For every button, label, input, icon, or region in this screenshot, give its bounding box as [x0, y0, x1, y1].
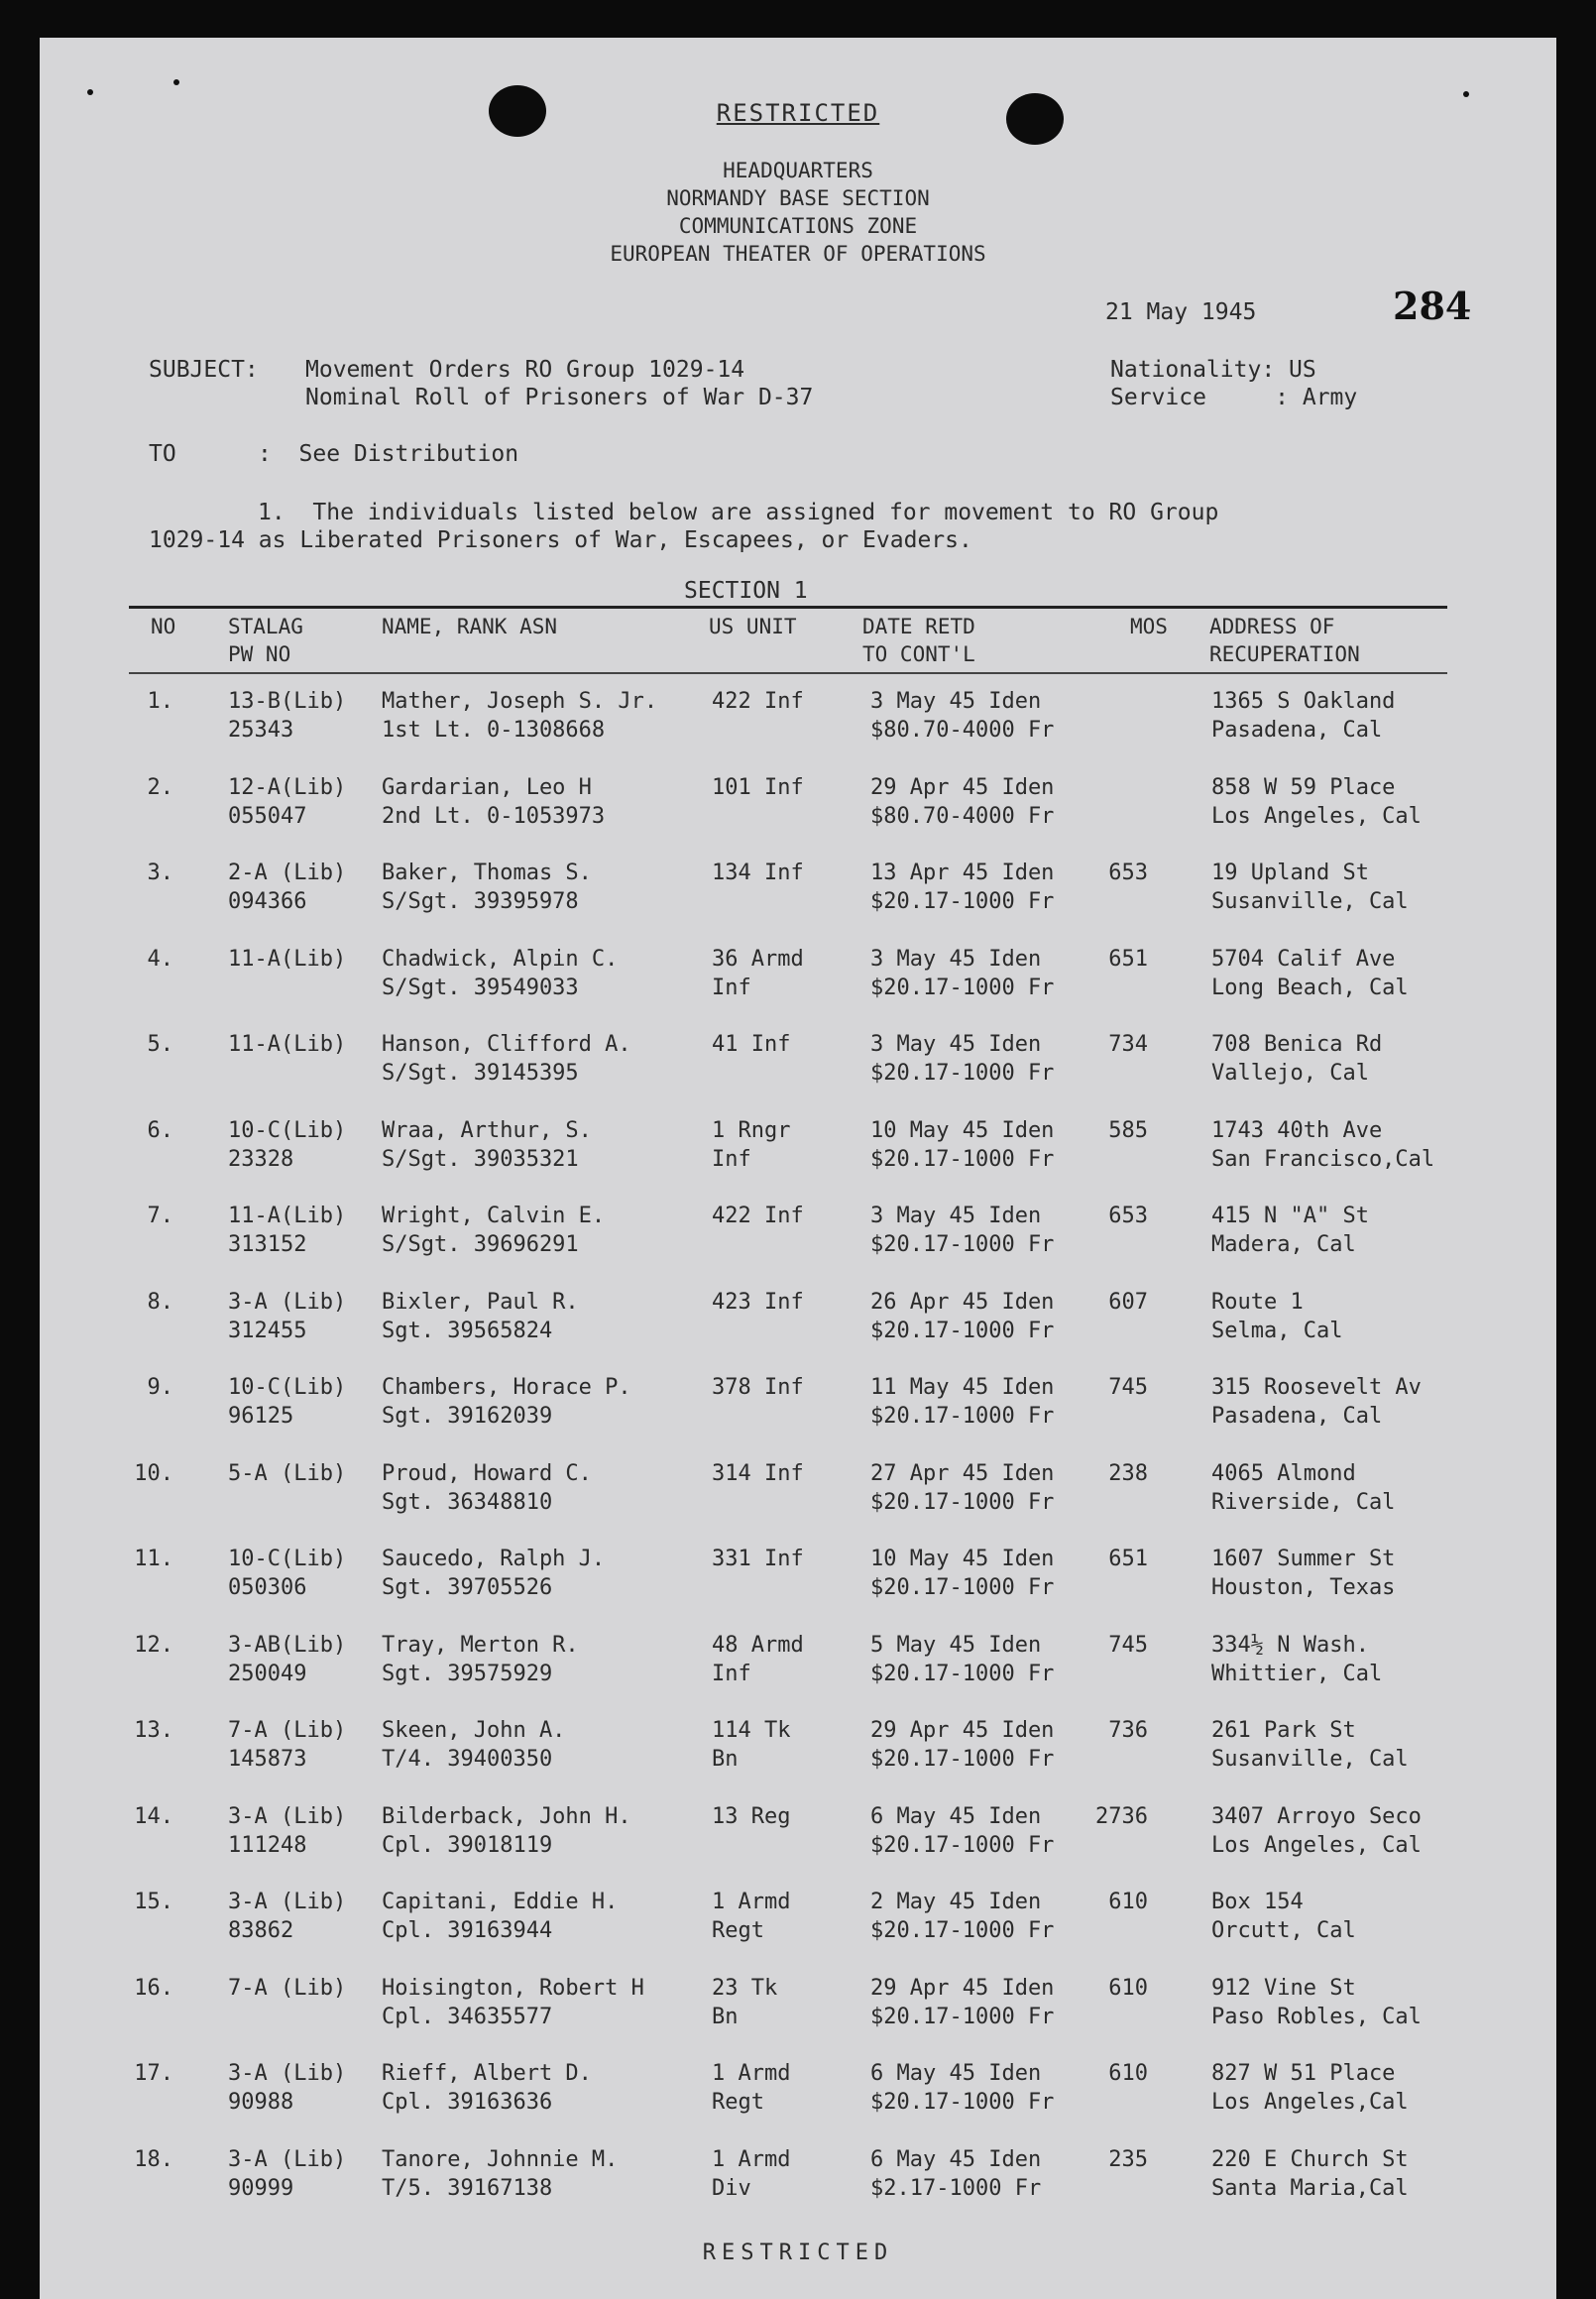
- row-unit: 422 Inf: [712, 1204, 804, 1228]
- row-stalag: 10-C(Lib): [228, 1117, 347, 1143]
- row-unit-line-2: Bn: [712, 2004, 739, 2029]
- row-payment: $2.17-1000 Fr: [870, 2175, 1042, 2201]
- col-header-no: NO: [151, 615, 176, 638]
- row-unit-line-2: Inf: [712, 1146, 751, 1172]
- document-date: 21 May 1945: [1105, 299, 1257, 325]
- table-row: [40, 1373, 1556, 1458]
- row-address-line-1: Box 154: [1211, 1890, 1304, 1914]
- row-name: Skeen, John A.: [382, 1718, 566, 1743]
- row-address-line-2: Los Angeles, Cal: [1211, 803, 1422, 829]
- page-number: 284: [1393, 284, 1472, 328]
- subject-line-2: Nominal Roll of Prisoners of War D-37: [305, 385, 814, 410]
- service: Service : Army: [1110, 385, 1358, 410]
- row-mos: 2736: [1095, 1803, 1148, 1829]
- row-stalag: 7-A (Lib): [228, 1975, 347, 2001]
- row-address-line-1: 1607 Summer St: [1211, 1547, 1396, 1571]
- row-address-line-1: 5704 Calif Ave: [1211, 946, 1396, 972]
- row-mos: 736: [1108, 1718, 1148, 1743]
- row-rank-asn: Cpl. 39018119: [382, 1832, 553, 1858]
- row-mos: 734: [1108, 1032, 1148, 1057]
- row-number: 13.: [134, 1718, 173, 1743]
- row-number: 17.: [134, 2061, 173, 2086]
- row-name: Mather, Joseph S. Jr.: [382, 689, 658, 714]
- row-unit: 422 Inf: [712, 689, 804, 714]
- row-mos: 585: [1108, 1117, 1148, 1143]
- row-unit: 41 Inf: [712, 1032, 791, 1057]
- row-rank-asn: 2nd Lt. 0-1053973: [382, 803, 606, 829]
- row-address-line-2: Long Beach, Cal: [1211, 975, 1409, 1000]
- org-line-3: COMMUNICATIONS ZONE: [678, 214, 918, 238]
- row-pw-number: 96125: [228, 1404, 294, 1429]
- row-rank-asn: S/Sgt. 39395978: [382, 889, 579, 914]
- row-stalag: 3-A (Lib): [228, 1803, 347, 1829]
- row-number: 11.: [134, 1547, 173, 1571]
- row-number: 12.: [134, 1632, 173, 1658]
- row-name: Tanore, Johnnie M.: [382, 2146, 619, 2172]
- row-rank-asn: S/Sgt. 39549033: [382, 975, 579, 1000]
- row-name: Chambers, Horace P.: [382, 1375, 631, 1400]
- row-address-line-1: 334½ N Wash.: [1211, 1632, 1369, 1658]
- row-rank-asn: Sgt. 39565824: [382, 1318, 553, 1343]
- org-line-1: HEADQUARTERS: [723, 159, 873, 182]
- row-rank-asn: Sgt. 39705526: [382, 1575, 553, 1600]
- row-date-returned: 3 May 45 Iden: [870, 1032, 1042, 1057]
- row-unit: 1 Armd: [712, 2061, 791, 2086]
- table-row: [40, 1288, 1556, 1373]
- row-rank-asn: Sgt. 39162039: [382, 1404, 553, 1429]
- row-pw-number: 250049: [228, 1661, 307, 1686]
- table-row: [40, 773, 1556, 859]
- row-unit: 1 Armd: [712, 1890, 791, 1914]
- row-date-returned: 3 May 45 Iden: [870, 946, 1042, 972]
- row-address-line-2: Pasadena, Cal: [1211, 718, 1383, 743]
- row-address-line-2: Los Angeles,Cal: [1211, 2090, 1409, 2115]
- row-stalag: 11-A(Lib): [228, 1032, 347, 1057]
- row-rank-asn: S/Sgt. 39696291: [382, 1232, 579, 1257]
- row-date-returned: 6 May 45 Iden: [870, 2146, 1042, 2172]
- row-date-returned: 3 May 45 Iden: [870, 689, 1042, 714]
- row-name: Chadwick, Alpin C.: [382, 946, 619, 972]
- row-address-line-2: Susanville, Cal: [1211, 1747, 1409, 1772]
- row-mos: 745: [1108, 1375, 1148, 1400]
- col-header-unit: US UNIT: [709, 615, 797, 638]
- row-unit-line-2: Regt: [712, 1918, 764, 1943]
- row-name: Bixler, Paul R.: [382, 1289, 579, 1315]
- row-unit: 423 Inf: [712, 1289, 804, 1315]
- row-address-line-1: 1365 S Oakland: [1211, 689, 1396, 714]
- row-date-returned: 11 May 45 Iden: [870, 1375, 1055, 1400]
- row-pw-number: 23328: [228, 1146, 294, 1172]
- table-row: [40, 1888, 1556, 1973]
- row-address-line-1: 19 Upland St: [1211, 861, 1369, 885]
- row-pw-number: 111248: [228, 1832, 307, 1858]
- row-unit-line-2: Bn: [712, 1747, 739, 1772]
- row-stalag: 11-A(Lib): [228, 946, 347, 972]
- row-address-line-2: Selma, Cal: [1211, 1318, 1343, 1343]
- row-mos: 651: [1108, 946, 1148, 972]
- section-title: SECTION 1: [684, 578, 808, 604]
- row-address-line-1: 708 Benica Rd: [1211, 1032, 1383, 1057]
- row-mos: 610: [1108, 1890, 1148, 1914]
- row-unit: 101 Inf: [712, 774, 804, 800]
- row-name: Wraa, Arthur, S.: [382, 1117, 592, 1143]
- table-row: [40, 687, 1556, 772]
- row-stalag: 3-A (Lib): [228, 1289, 347, 1315]
- row-payment: $20.17-1000 Fr: [870, 1061, 1055, 1086]
- row-mos: 653: [1108, 1204, 1148, 1228]
- row-rank-asn: 1st Lt. 0-1308668: [382, 718, 606, 743]
- row-mos: 610: [1108, 1975, 1148, 2001]
- row-name: Capitani, Eddie H.: [382, 1890, 619, 1914]
- row-address-line-2: Whittier, Cal: [1211, 1661, 1383, 1686]
- row-unit: 1 Armd: [712, 2146, 791, 2172]
- row-address-line-1: 1743 40th Ave: [1211, 1117, 1383, 1143]
- row-stalag: 10-C(Lib): [228, 1375, 347, 1400]
- speck: [173, 79, 179, 85]
- speck: [87, 89, 93, 95]
- row-stalag: 2-A (Lib): [228, 861, 347, 885]
- table-row: [40, 945, 1556, 1030]
- row-pw-number: 90988: [228, 2090, 294, 2115]
- table-row: [40, 1716, 1556, 1801]
- row-address-line-2: Susanville, Cal: [1211, 889, 1409, 914]
- row-date-returned: 6 May 45 Iden: [870, 2061, 1042, 2086]
- table-row: [40, 2145, 1556, 2231]
- row-name: Hoisington, Robert H: [382, 1975, 644, 2001]
- row-pw-number: 145873: [228, 1747, 307, 1772]
- row-number: 9.: [147, 1375, 173, 1400]
- row-unit: 48 Armd: [712, 1632, 804, 1658]
- row-unit-line-2: Inf: [712, 975, 751, 1000]
- table-row: [40, 1631, 1556, 1716]
- row-number: 8.: [147, 1289, 173, 1315]
- row-number: 1.: [147, 689, 173, 714]
- row-rank-asn: T/4. 39400350: [382, 1747, 553, 1772]
- row-address-line-2: Riverside, Cal: [1211, 1489, 1396, 1515]
- col-header-mos: MOS: [1130, 615, 1168, 638]
- col-header-address: ADDRESS OF RECUPERATION: [1209, 615, 1360, 666]
- row-date-returned: 10 May 45 Iden: [870, 1117, 1055, 1143]
- row-date-returned: 13 Apr 45 Iden: [870, 861, 1055, 885]
- row-rank-asn: T/5. 39167138: [382, 2175, 553, 2201]
- row-pw-number: 055047: [228, 803, 307, 829]
- subject-label: SUBJECT:: [149, 357, 259, 383]
- row-date-returned: 10 May 45 Iden: [870, 1547, 1055, 1571]
- classification-footer: RESTRICTED: [702, 2241, 894, 2265]
- row-unit: 1 Rngr: [712, 1117, 791, 1143]
- row-stalag: 5-A (Lib): [228, 1460, 347, 1486]
- to-value: : See Distribution: [258, 441, 519, 467]
- row-address-line-2: Houston, Texas: [1211, 1575, 1396, 1600]
- row-rank-asn: Cpl. 39163944: [382, 1918, 553, 1943]
- row-address-line-1: 220 E Church St: [1211, 2146, 1409, 2172]
- row-address-line-1: 315 Roosevelt Av: [1211, 1375, 1422, 1400]
- row-name: Gardarian, Leo H: [382, 774, 592, 800]
- row-mos: 653: [1108, 861, 1148, 885]
- row-unit: 314 Inf: [712, 1460, 804, 1486]
- row-name: Wright, Calvin E.: [382, 1204, 606, 1228]
- row-stalag: 3-A (Lib): [228, 1890, 347, 1914]
- row-address-line-2: Pasadena, Cal: [1211, 1404, 1383, 1429]
- row-payment: $20.17-1000 Fr: [870, 1832, 1055, 1858]
- row-name: Bilderback, John H.: [382, 1803, 631, 1829]
- row-address-line-1: 858 W 59 Place: [1211, 774, 1396, 800]
- org-line-2: NORMANDY BASE SECTION: [666, 186, 930, 210]
- row-name: Tray, Merton R.: [382, 1632, 579, 1658]
- row-payment: $20.17-1000 Fr: [870, 1318, 1055, 1343]
- row-address-line-2: Madera, Cal: [1211, 1232, 1356, 1257]
- table-row: [40, 1974, 1556, 2059]
- table-row: [40, 859, 1556, 944]
- row-address-line-1: 415 N "A" St: [1211, 1204, 1369, 1228]
- row-address-line-2: Santa Maria,Cal: [1211, 2175, 1409, 2201]
- nationality: Nationality: US: [1110, 357, 1316, 383]
- row-payment: $20.17-1000 Fr: [870, 1489, 1055, 1515]
- row-rank-asn: S/Sgt. 39145395: [382, 1061, 579, 1086]
- row-address-line-1: 827 W 51 Place: [1211, 2061, 1396, 2086]
- table-row: [40, 1802, 1556, 1888]
- org-line-4: EUROPEAN THEATER OF OPERATIONS: [610, 242, 986, 266]
- row-address-line-1: 912 Vine St: [1211, 1975, 1356, 2001]
- row-date-returned: 3 May 45 Iden: [870, 1204, 1042, 1228]
- row-payment: $20.17-1000 Fr: [870, 1404, 1055, 1429]
- row-number: 15.: [134, 1890, 173, 1914]
- paragraph-line-1: 1. The individuals listed below are assigned for movement to RO Group: [258, 500, 1219, 525]
- table-row: [40, 1545, 1556, 1630]
- row-rank-asn: Cpl. 34635577: [382, 2004, 553, 2029]
- row-unit: 36 Armd: [712, 946, 804, 972]
- row-stalag: 3-A (Lib): [228, 2146, 347, 2172]
- row-payment: $20.17-1000 Fr: [870, 2090, 1055, 2115]
- row-stalag: 13-B(Lib): [228, 689, 347, 714]
- row-number: 6.: [147, 1117, 173, 1143]
- row-mos: 745: [1108, 1632, 1148, 1658]
- row-address-line-2: Los Angeles, Cal: [1211, 1832, 1422, 1858]
- row-number: 18.: [134, 2146, 173, 2172]
- row-address-line-2: Vallejo, Cal: [1211, 1061, 1369, 1086]
- row-number: 10.: [134, 1460, 173, 1486]
- row-unit-line-2: Regt: [712, 2090, 764, 2115]
- row-mos: 238: [1108, 1460, 1148, 1486]
- row-rank-asn: Sgt. 36348810: [382, 1489, 553, 1515]
- table-row: [40, 1459, 1556, 1545]
- row-name: Rieff, Albert D.: [382, 2061, 592, 2086]
- row-date-returned: 2 May 45 Iden: [870, 1890, 1042, 1914]
- row-date-returned: 29 Apr 45 Iden: [870, 1718, 1055, 1743]
- col-header-name: NAME, RANK ASN: [382, 615, 558, 638]
- table-row: [40, 2059, 1556, 2144]
- row-pw-number: 83862: [228, 1918, 294, 1943]
- row-mos: 607: [1108, 1289, 1148, 1315]
- row-date-returned: 29 Apr 45 Iden: [870, 1975, 1055, 2001]
- row-date-returned: 5 May 45 Iden: [870, 1632, 1042, 1658]
- row-rank-asn: Cpl. 39163636: [382, 2090, 553, 2115]
- row-name: Baker, Thomas S.: [382, 861, 592, 885]
- row-address-line-2: Orcutt, Cal: [1211, 1918, 1356, 1943]
- table-row: [40, 1030, 1556, 1115]
- table-header-rule: [129, 672, 1447, 674]
- row-stalag: 10-C(Lib): [228, 1547, 347, 1571]
- row-date-returned: 26 Apr 45 Iden: [870, 1289, 1055, 1315]
- col-header-stalag: STALAG PW NO: [228, 615, 303, 666]
- row-number: 16.: [134, 1975, 173, 2001]
- row-stalag: 11-A(Lib): [228, 1204, 347, 1228]
- row-name: Proud, Howard C.: [382, 1460, 592, 1486]
- row-rank-asn: Sgt. 39575929: [382, 1661, 553, 1686]
- row-unit: 378 Inf: [712, 1375, 804, 1400]
- row-pw-number: 313152: [228, 1232, 307, 1257]
- row-payment: $20.17-1000 Fr: [870, 889, 1055, 914]
- table-row: [40, 1116, 1556, 1202]
- row-pw-number: 25343: [228, 718, 294, 743]
- row-address-line-1: 4065 Almond: [1211, 1460, 1356, 1486]
- row-unit: 114 Tk: [712, 1718, 791, 1743]
- row-mos: 651: [1108, 1547, 1148, 1571]
- row-address-line-2: San Francisco,Cal: [1211, 1146, 1435, 1172]
- row-unit-line-2: Div: [712, 2175, 751, 2201]
- subject-line-1: Movement Orders RO Group 1029-14: [305, 357, 745, 383]
- row-name: Saucedo, Ralph J.: [382, 1547, 606, 1571]
- row-number: 5.: [147, 1032, 173, 1057]
- classification-header: RESTRICTED: [716, 99, 880, 127]
- row-name: Hanson, Clifford A.: [382, 1032, 631, 1057]
- row-payment: $20.17-1000 Fr: [870, 1232, 1055, 1257]
- table-row: [40, 1202, 1556, 1287]
- row-unit-line-2: Inf: [712, 1661, 751, 1686]
- row-unit: 331 Inf: [712, 1547, 804, 1571]
- row-payment: $80.70-4000 Fr: [870, 803, 1055, 829]
- row-payment: $20.17-1000 Fr: [870, 1575, 1055, 1600]
- row-payment: $20.17-1000 Fr: [870, 975, 1055, 1000]
- row-pw-number: 094366: [228, 889, 307, 914]
- row-date-returned: 29 Apr 45 Iden: [870, 774, 1055, 800]
- speck: [1463, 91, 1469, 97]
- row-date-returned: 27 Apr 45 Iden: [870, 1460, 1055, 1486]
- row-payment: $80.70-4000 Fr: [870, 718, 1055, 743]
- row-rank-asn: S/Sgt. 39035321: [382, 1146, 579, 1172]
- row-stalag: 7-A (Lib): [228, 1718, 347, 1743]
- row-unit: 134 Inf: [712, 861, 804, 885]
- row-pw-number: 050306: [228, 1575, 307, 1600]
- paragraph-line-2: 1029-14 as Liberated Prisoners of War, Escapees, or Evaders.: [149, 527, 972, 553]
- row-number: 14.: [134, 1803, 173, 1829]
- row-payment: $20.17-1000 Fr: [870, 1146, 1055, 1172]
- row-payment: $20.17-1000 Fr: [870, 1918, 1055, 1943]
- to-label: TO: [149, 441, 176, 467]
- row-stalag: 3-AB(Lib): [228, 1632, 347, 1658]
- row-address-line-1: 261 Park St: [1211, 1718, 1356, 1743]
- table-top-rule: [129, 606, 1447, 609]
- row-unit: 23 Tk: [712, 1975, 778, 2001]
- col-header-date: DATE RETD TO CONT'L: [862, 615, 975, 666]
- row-number: 3.: [147, 861, 173, 885]
- row-address-line-1: 3407 Arroyo Seco: [1211, 1803, 1422, 1829]
- row-number: 4.: [147, 946, 173, 972]
- row-payment: $20.17-1000 Fr: [870, 2004, 1055, 2029]
- row-pw-number: 312455: [228, 1318, 307, 1343]
- row-stalag: 3-A (Lib): [228, 2061, 347, 2086]
- row-mos: 235: [1108, 2146, 1148, 2172]
- row-stalag: 12-A(Lib): [228, 774, 347, 800]
- row-payment: $20.17-1000 Fr: [870, 1661, 1055, 1686]
- row-date-returned: 6 May 45 Iden: [870, 1803, 1042, 1829]
- row-address-line-2: Paso Robles, Cal: [1211, 2004, 1422, 2029]
- row-payment: $20.17-1000 Fr: [870, 1747, 1055, 1772]
- row-unit: 13 Reg: [712, 1803, 791, 1829]
- row-pw-number: 90999: [228, 2175, 294, 2201]
- row-address-line-1: Route 1: [1211, 1289, 1304, 1315]
- row-mos: 610: [1108, 2061, 1148, 2086]
- row-number: 2.: [147, 774, 173, 800]
- row-number: 7.: [147, 1204, 173, 1228]
- document-page: [40, 38, 1556, 2299]
